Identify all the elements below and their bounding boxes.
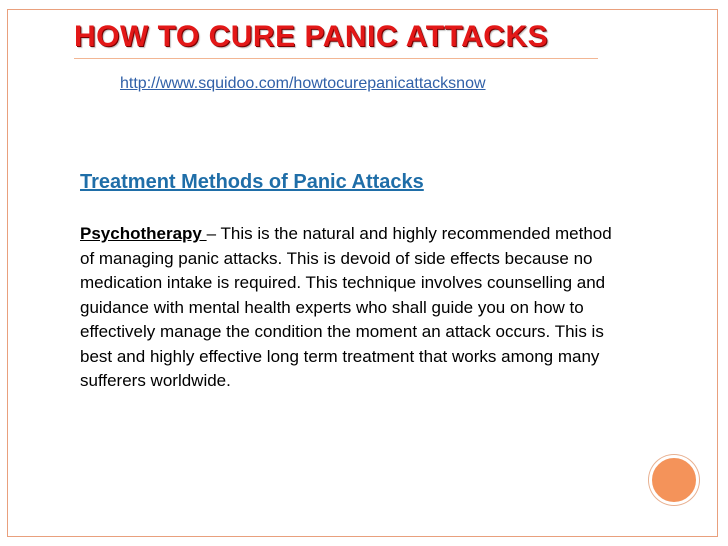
body-description: – This is the natural and highly recommended method of managing panic attacks. This is devoid of side effects because no medication intake is required. This technique involves counselling and guidance with mental health experts who shall guide you on how to effectively manage the condition the moment an attack occurs. This is best and highly effective long term treatment that works among many sufferers worldwide. (80, 224, 612, 390)
decorative-circle (649, 455, 699, 505)
title-divider (74, 58, 598, 59)
body-paragraph (80, 222, 628, 394)
source-url-link[interactable]: http://www.squidoo.com/howtocurepanicattacksnow (120, 75, 486, 92)
section-heading: Treatment Methods of Panic Attacks (80, 171, 424, 193)
slide-title: HOW TO CURE PANIC ATTACKS (74, 20, 549, 53)
term-psychotherapy: Psychotherapy (80, 224, 207, 243)
